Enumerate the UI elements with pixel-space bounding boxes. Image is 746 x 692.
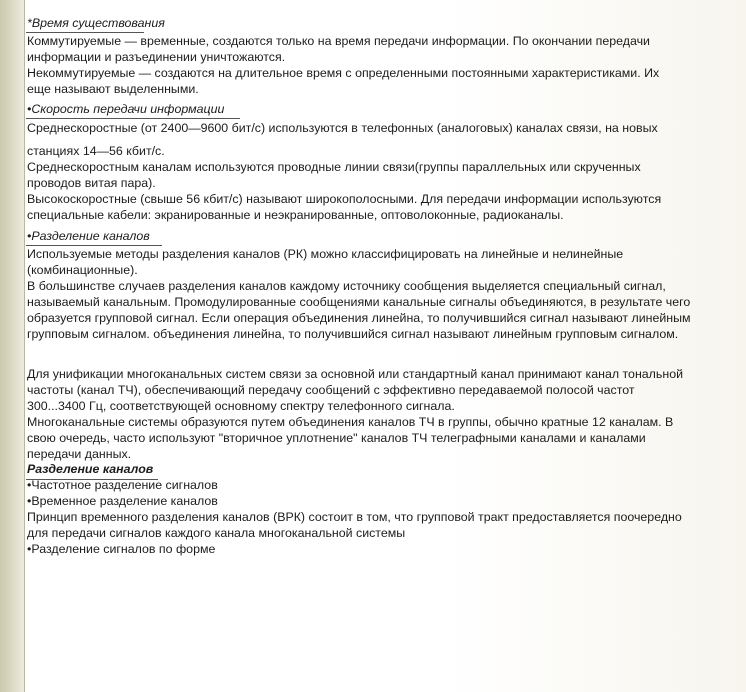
text-line: 300...3400 Гц, соответствующей основному спектру телефонного сигнала. xyxy=(27,399,455,413)
text-line: свою очередь, часто используют "вторичное уплотнение" каналов ТЧ телеграфными каналами и каналами xyxy=(27,431,646,445)
list-item: •Разделение сигналов по форме xyxy=(27,542,216,556)
text-line: частоты (канал ТЧ), обеспечивающий передачу сообщений с эффективно передаваемой полосой частот xyxy=(27,383,635,397)
text-line: образуется групповой сигнал. Если операция объединения линейна, то получившийся сигнал называют линейным xyxy=(27,311,691,325)
heading-transfer-speed: •Скорость передачи информации xyxy=(27,102,225,116)
band-divider xyxy=(24,0,25,692)
text-line: Коммутируемые — временные, создаются только на время передачи информации. По окончании передачи xyxy=(27,34,650,48)
text-line: проводов витая пара). xyxy=(27,176,156,190)
text-line: еще называют выделенными. xyxy=(27,82,199,96)
text-line: Высокоскоростные (свыше 56 кбит/с) называют широкополосными. Для передачи информации используются xyxy=(27,192,662,206)
text-line: Некоммутируемые — создаются на длительное время с определенными постоянными характеристиками. Их xyxy=(27,66,660,80)
heading-channel-separation-bold: Разделение каналов xyxy=(27,462,154,476)
text-line: Для унификации многоканальных систем связи за основной или стандартный канал принимают канал тональной xyxy=(27,367,684,381)
text-line: (комбинационные). xyxy=(27,263,138,277)
text-line: Принцип временного разделения каналов (ВРК) состоит в том, что групповой тракт предоставляется поочередно xyxy=(27,510,682,524)
text-line: информации и разъединении уничтожаются. xyxy=(27,50,286,64)
left-decorative-band xyxy=(0,0,24,692)
text-line: Используемые методы разделения каналов (РК) можно классифицировать на линейные и нелинейные xyxy=(27,247,624,261)
text-line: станциях 14—56 кбит/с. xyxy=(27,144,165,158)
text-line: В большинстве случаев разделения каналов каждому источнику сообщения выделяется специальный сигнал, xyxy=(27,279,666,293)
text-line: групповым сигналом. объединения линейна, то получившийся сигнал называют линейным групповым сигналом. xyxy=(27,327,679,341)
text-line: Многоканальные системы образуются путем объединения каналов ТЧ в группы, обычно кратные 12 каналам. В xyxy=(27,415,674,429)
text-line: Среднескоростным каналам используются проводные линии связи(группы параллельных или скрученных xyxy=(27,160,641,174)
text-line: передачи данных. xyxy=(27,447,132,461)
heading-channel-separation: •Разделение каналов xyxy=(27,229,150,243)
heading-underline xyxy=(26,118,240,119)
list-item: •Временное разделение каналов xyxy=(27,494,218,508)
text-line: Среднескоростные (от 2400—9600 бит/с) используются в телефонных (аналоговых) каналах связи, на новых xyxy=(27,121,658,135)
heading-existence-time: *Время существования xyxy=(27,16,165,30)
text-line: называемый канальным. Промодулированные сообщениями канальные сигналы объединяются, в результате чего xyxy=(27,295,691,309)
text-line: для передачи сигналов каждого канала многоканальной системы xyxy=(27,526,406,540)
text-line: специальные кабели: экранированные и неэкранированные, оптоволоконные, радиоканалы. xyxy=(27,208,564,222)
list-item: •Частотное разделение сигналов xyxy=(27,478,218,492)
